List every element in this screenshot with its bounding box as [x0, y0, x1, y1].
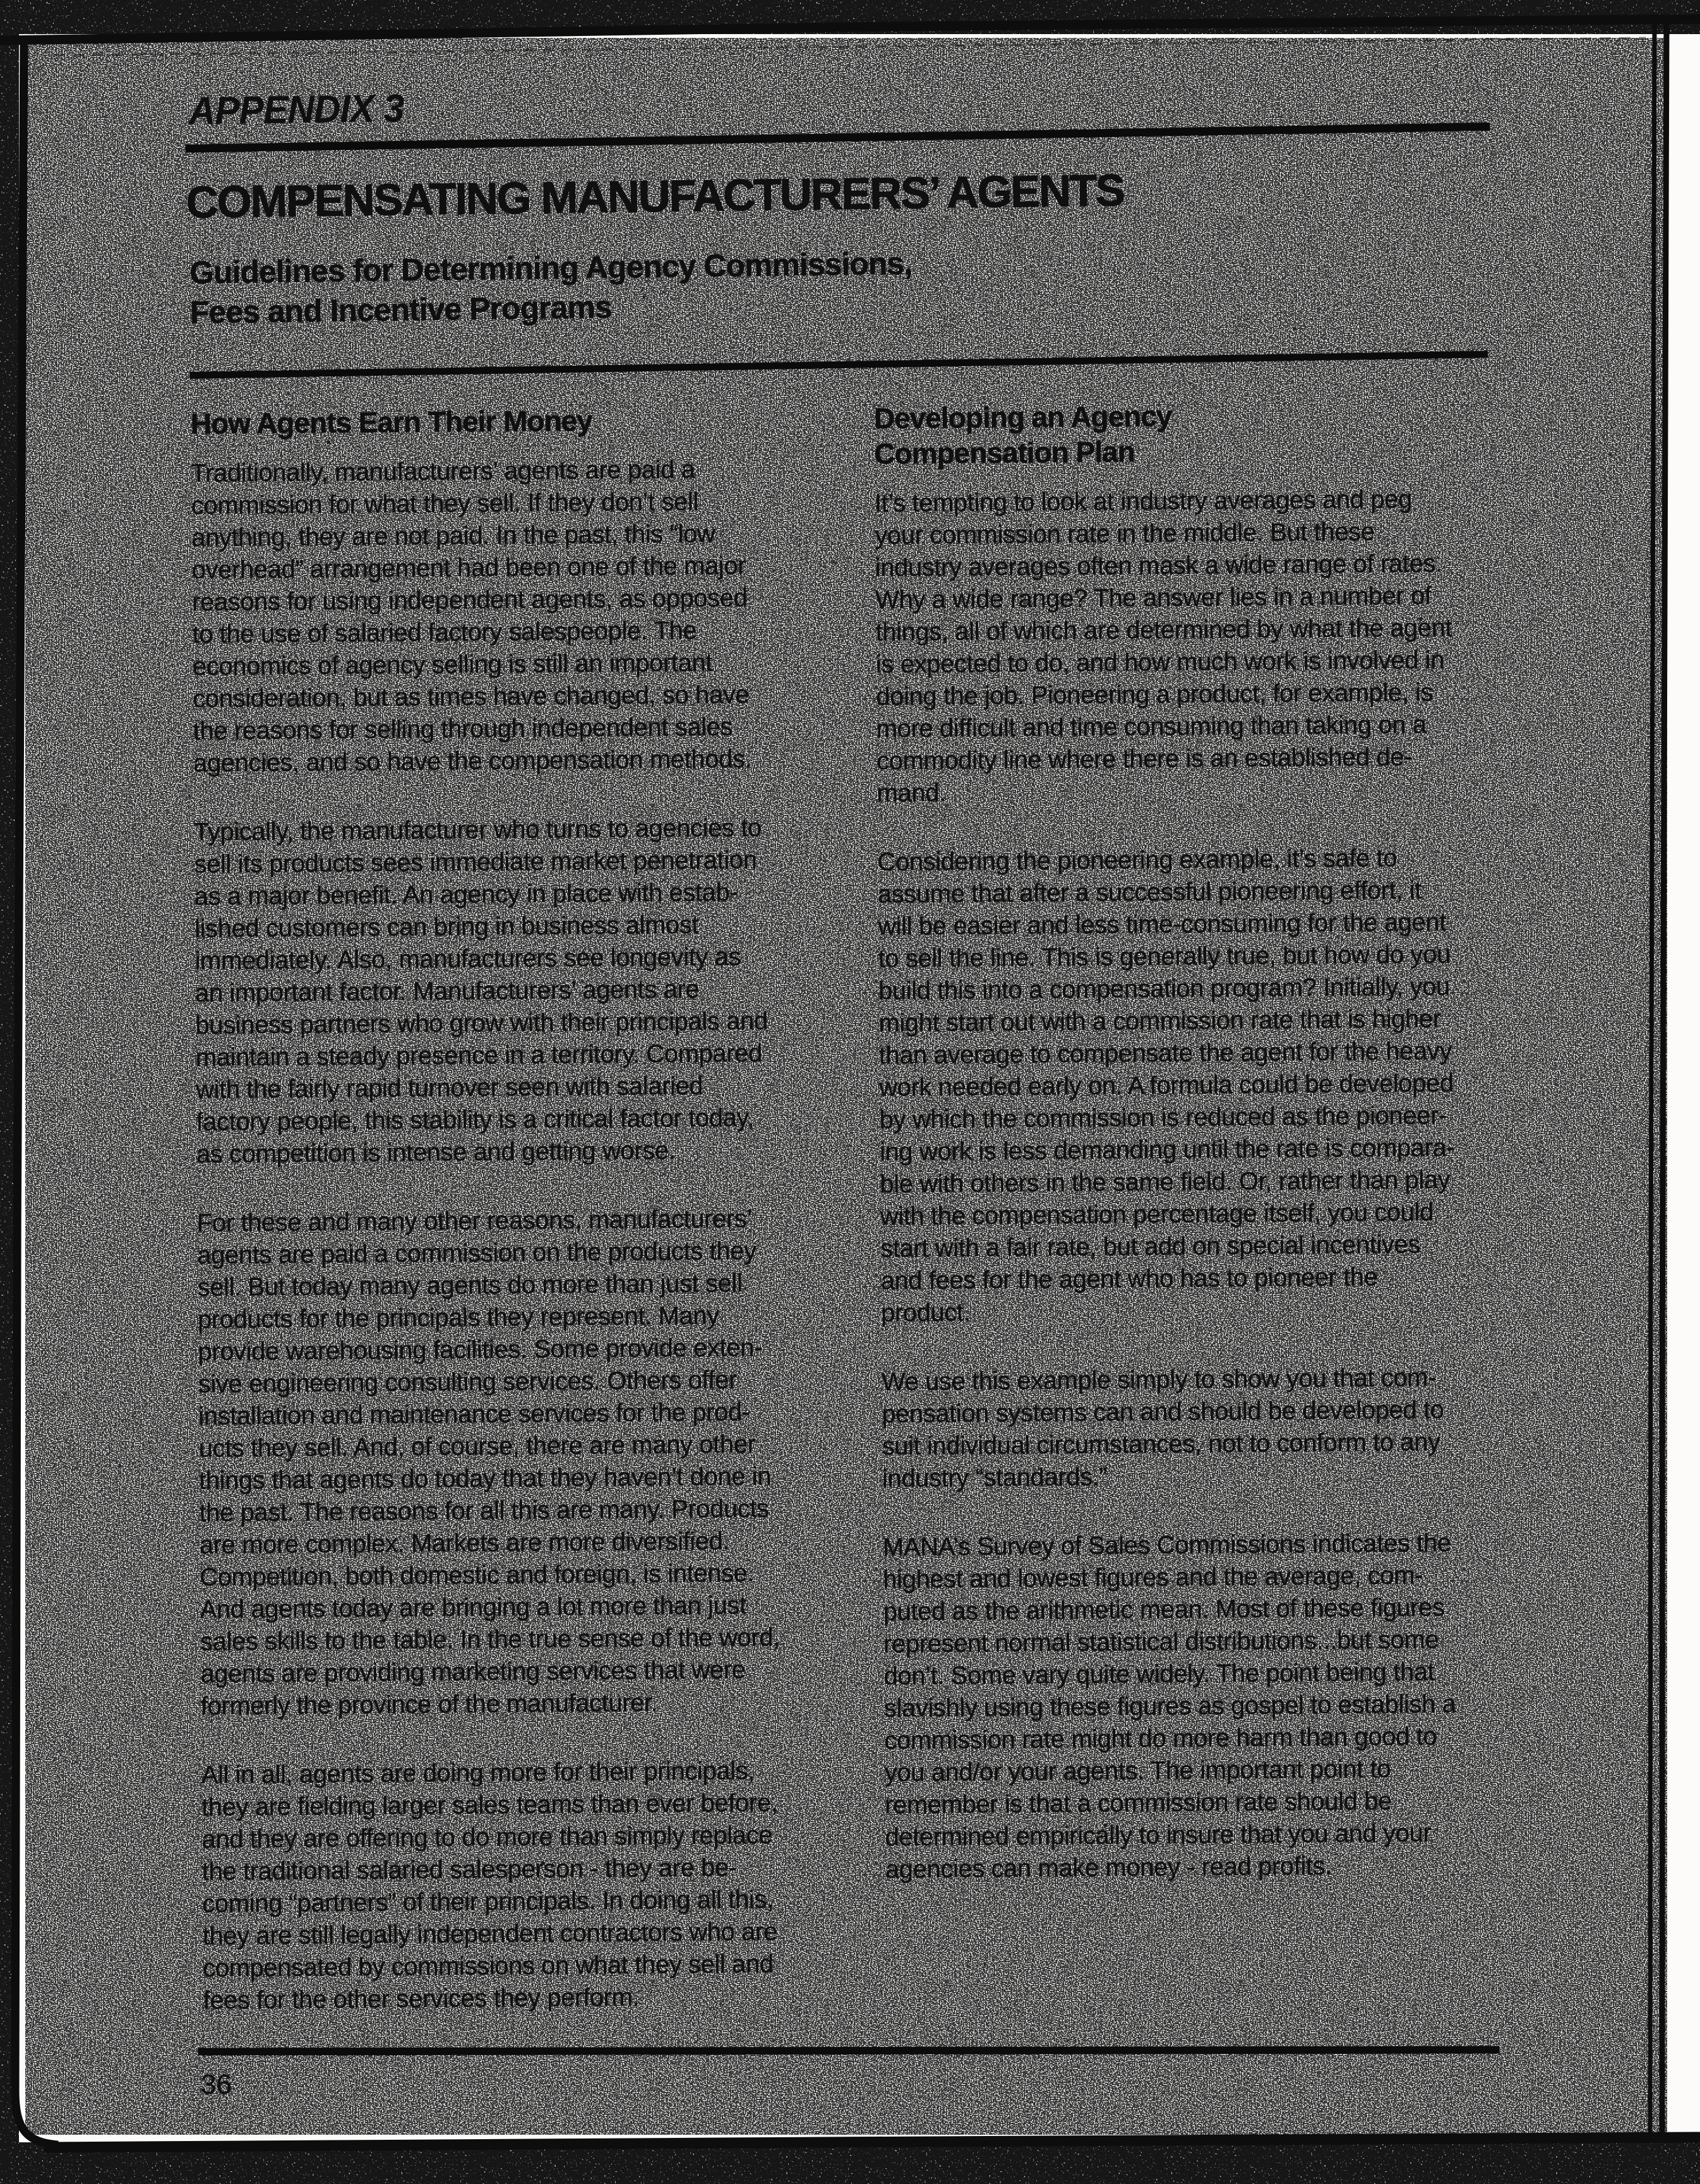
- page-title: COMPENSATING MANUFACTURERS’ AGENTS: [186, 165, 1124, 228]
- right-column: [874, 395, 1543, 1923]
- right-paragraph-3: We use this example simply to show you that com- pensation systems can and should be developed to suit individual circumstances, not to conform to any industry “standards.”: [881, 1364, 1444, 1493]
- right-paragraph-1: It’s tempting to look at industry averages and peg your commission rate in the middle. But these industry averages often mask a wide range of rates. Why a wide range? The answer lies in a number of things, all of which are determined by what the agent is expected to do, and how much work is involved in doing the job. Pioneering a product, for example, is more difficult and time consuming than taking on a commodity line where there is an established de- mand.: [874, 485, 1452, 808]
- left-paragraph-3: For these and many other reasons, manufacturers’ agents are paid a commission on the products they sell. But today many agents do more than just sell products for the principals they represent. Many provide warehousing facilities. Some provide exten- sive engineering consulting services. Others offer installation and maintenance services for the prod- ucts they sell. And, of course, there are many other things that agents do today that they haven’t done in the past. The reasons for all this are many. Products are more complex. Markets are more diversified. Competition, both domestic and foreign, is intense. And agents today are bringing a lot more than just sales skills to the table. In the true sense of the word, agents are providing marketing services that were formerly the province of the manufacturer.: [196, 1204, 780, 1720]
- appendix-label: APPENDIX 3: [188, 87, 404, 133]
- left-paragraph-1: Traditionally, manufacturers’ agents are paid a commission for what they sell. If they don’t sell anything, they are not paid. In the past, this “low overhead” arrangement had been one of the major reasons for using independent agents, as opposed to the use of salaried factory salespeople. The economics of agency selling is still an important consideration, but as times have changed, so have the reasons for selling through independent sales agencies, and so have the compensation methods.: [191, 455, 752, 777]
- page-subtitle: Guidelines for Determining Agency Commissions, Fees and Incentive Programs: [189, 245, 913, 330]
- page-number: 36: [201, 2069, 232, 2100]
- left-column: [191, 400, 879, 2053]
- right-paragraph-2: Considering the pioneering example, it’s safe to assume that after a successful pioneering effort, it will be easier and less time-consuming for the agent to sell the line. This is generally true, but how do you build this into a compensation program? Initially, you might start out with a commission rate that is higher than average to compensate the agent for the heavy work needed early on. A formula could be developed by which the commission is reduced as the pioneer- ing work is less demanding until the rate is compara- ble with others in the same field. Or, rather than play with the compensation percentage itself, you could start with a fair rate, but add on special incentives and fees for the agent who has to pioneer the product.: [877, 844, 1455, 1328]
- left-column-heading: How Agents Earn Their Money: [190, 404, 592, 440]
- right-column-heading: Developing an Agency Compensation Plan: [873, 399, 1172, 471]
- left-paragraph-2: Typically, the manufacturer who turns to agencies to sell its products sees immediate market penetration as a major benefit. An agency in place with estab- lished customers can bring in business almost immediately. Also, manufacturers see longevity as an important factor. Manufacturers’ agents are business partners who grow with their principals and maintain a steady presence in a territory. Compared with the fairly rapid turnover seen with salaried factory people, this stability is a critical factor today, as competition is intense and getting worse.: [193, 813, 768, 1168]
- page-header: [0, 0, 1696, 445]
- right-paragraph-4: MANA’s Survey of Sales Commissions indicates the highest and lowest figures and the average, com- puted as the arithmetic mean. Most of these figures represent normal statistical distributions...but some don’t. Some vary quite widely. The point being that slavishly using these figures as gospel to establish a commission rate might do more harm than good to you and/or your agents. The important point to remember is that a commission rate should be determined empirically to insure that you and your agencies can make money - read profits.: [882, 1529, 1456, 1884]
- left-paragraph-4: All in all, agents are doing more for their principals, they are fielding larger sales teams than ever before, and they are offering to do more than simply replace the traditional salaried salesperson - they are be- coming “partners” of their principals. In doing all this, they are still legally independent contractors who are compensated by commissions on what they sell and fees for the other services they perform.: [201, 1756, 778, 2015]
- subtitle-rule: [189, 351, 1488, 378]
